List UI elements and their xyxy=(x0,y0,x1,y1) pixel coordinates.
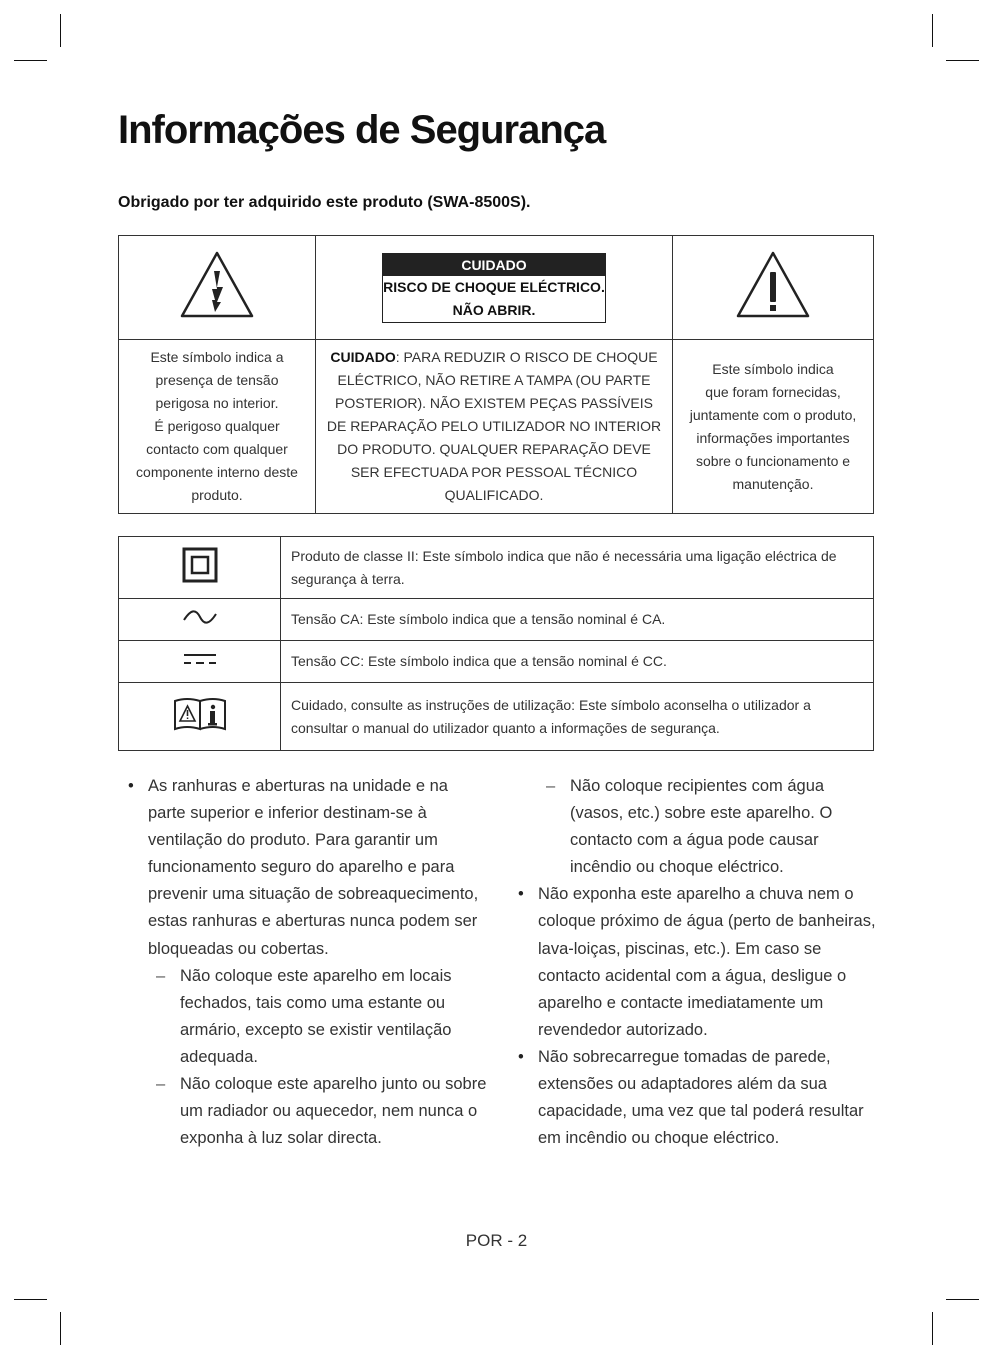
caution-label-header: CUIDADO xyxy=(383,254,605,276)
list-item: – Não coloque recipientes com água (vasos, etc.) sobre este aparelho. O contacto com a água pode causar incêndio ou choque eléctrico. xyxy=(538,773,880,881)
list-item: – Não coloque este aparelho junto ou sobre um radiador ou aquecedor, nem nunca o exponha à luz solar directa. xyxy=(148,1071,490,1152)
symbol-cell xyxy=(119,599,281,641)
symbol-cell xyxy=(119,683,281,751)
left-column xyxy=(118,773,490,1152)
caution-bold-word: CUIDADO xyxy=(330,349,396,365)
table-row xyxy=(119,537,874,599)
exclamation-warning-icon xyxy=(735,250,811,320)
caution-label-line: NÃO ABRIR. xyxy=(452,301,536,318)
exclamation-symbol-description: Este símbolo indica que foram fornecidas, juntamente com o produto, informações importantes sobre o funcionamento e manutenção. xyxy=(673,340,874,514)
symbol-description: Tensão CA: Este símbolo indica que a tensão nominal é CA. xyxy=(281,599,874,641)
crop-mark xyxy=(14,1299,47,1300)
warning-table xyxy=(118,235,874,514)
page-number: POR - 2 xyxy=(465,1231,528,1250)
caution-description: CUIDADO: PARA REDUZIR O RISCO DE CHOQUE ELÉCTRICO, NÃO RETIRE A TAMPA (OU PARTE POSTERIOR). NÃO EXISTEM PEÇAS PASSÍVEIS DE REPARAÇÃO PELO UTILIZADOR NO INTERIOR DO PRODUTO. QUALQUER REPARAÇÃO DEVE SER EFECTUADA POR PESSOAL TÉCNICO QUALIFICADO. xyxy=(316,340,673,514)
crop-mark xyxy=(946,60,979,61)
crop-mark xyxy=(60,1312,61,1345)
dc-voltage-icon xyxy=(182,652,218,666)
list-item: • Não exponha este aparelho a chuva nem o coloque próximo de água (perto de banheiras, lava-loiças, piscinas, etc.). Em caso se contacto acidental com a água, desligue o aparelho e contacte imediatamente um revendedor autorizado. xyxy=(508,881,880,1044)
exclamation-symbol-cell xyxy=(673,236,874,340)
symbol-description: Tensão CC: Este símbolo indica que a tensão nominal é CC. xyxy=(281,641,874,683)
right-column xyxy=(508,773,880,1152)
crop-mark xyxy=(60,14,61,47)
symbols-table xyxy=(118,536,874,751)
symbol-cell xyxy=(119,537,281,599)
page-subtitle: Obrigado por ter adquirido este produto (SWA-8500S). xyxy=(118,194,531,211)
shock-symbol-description: Este símbolo indica a presença de tensão perigosa no interior. É perigoso qualquer contacto com qualquer componente interno deste produto. xyxy=(119,340,316,514)
symbol-cell xyxy=(119,641,281,683)
caution-label xyxy=(382,253,606,323)
crop-mark xyxy=(14,60,47,61)
symbol-description: Produto de classe II: Este símbolo indica que não é necessária uma ligação eléctrica de segurança à terra. xyxy=(281,537,874,599)
crop-mark xyxy=(932,1312,933,1345)
shock-symbol-cell xyxy=(119,236,316,340)
electric-shock-warning-icon xyxy=(179,250,255,320)
crop-mark xyxy=(932,14,933,47)
class-ii-double-square-icon xyxy=(182,547,218,583)
symbol-description: Cuidado, consulte as instruções de utilização: Este símbolo aconselha o utilizador a consultar o manual do utilizador quanto a informações de segurança. xyxy=(281,683,874,751)
caution-label-cell xyxy=(316,236,673,340)
list-item: – Não coloque este aparelho em locais fechados, tais como uma estante ou armário, excepto se existir ventilação adequada. xyxy=(148,963,490,1071)
crop-mark xyxy=(946,1299,979,1300)
list-item: • Não sobrecarregue tomadas de parede, extensões ou adaptadores além da sua capacidade, uma vez que tal poderá resultar em incêndio ou choque eléctrico. xyxy=(508,1044,880,1152)
list-item: • As ranhuras e aberturas na unidade e na parte superior e inferior destinam-se à ventilação do produto. Para garantir um funcionamento seguro do aparelho e para prevenir uma situação de sobreaquecimento, estas ranhuras e aberturas nunca podem ser bloqueadas ou cobertas. xyxy=(118,773,490,963)
ac-voltage-tilde-icon xyxy=(182,610,218,624)
caution-label-line: RISCO DE CHOQUE ELÉCTRICO. xyxy=(383,278,605,295)
table-row xyxy=(119,599,874,641)
table-row xyxy=(119,641,874,683)
consult-manual-icon xyxy=(173,697,227,731)
page-title: Informações de Segurança xyxy=(118,108,606,152)
table-row xyxy=(119,683,874,751)
